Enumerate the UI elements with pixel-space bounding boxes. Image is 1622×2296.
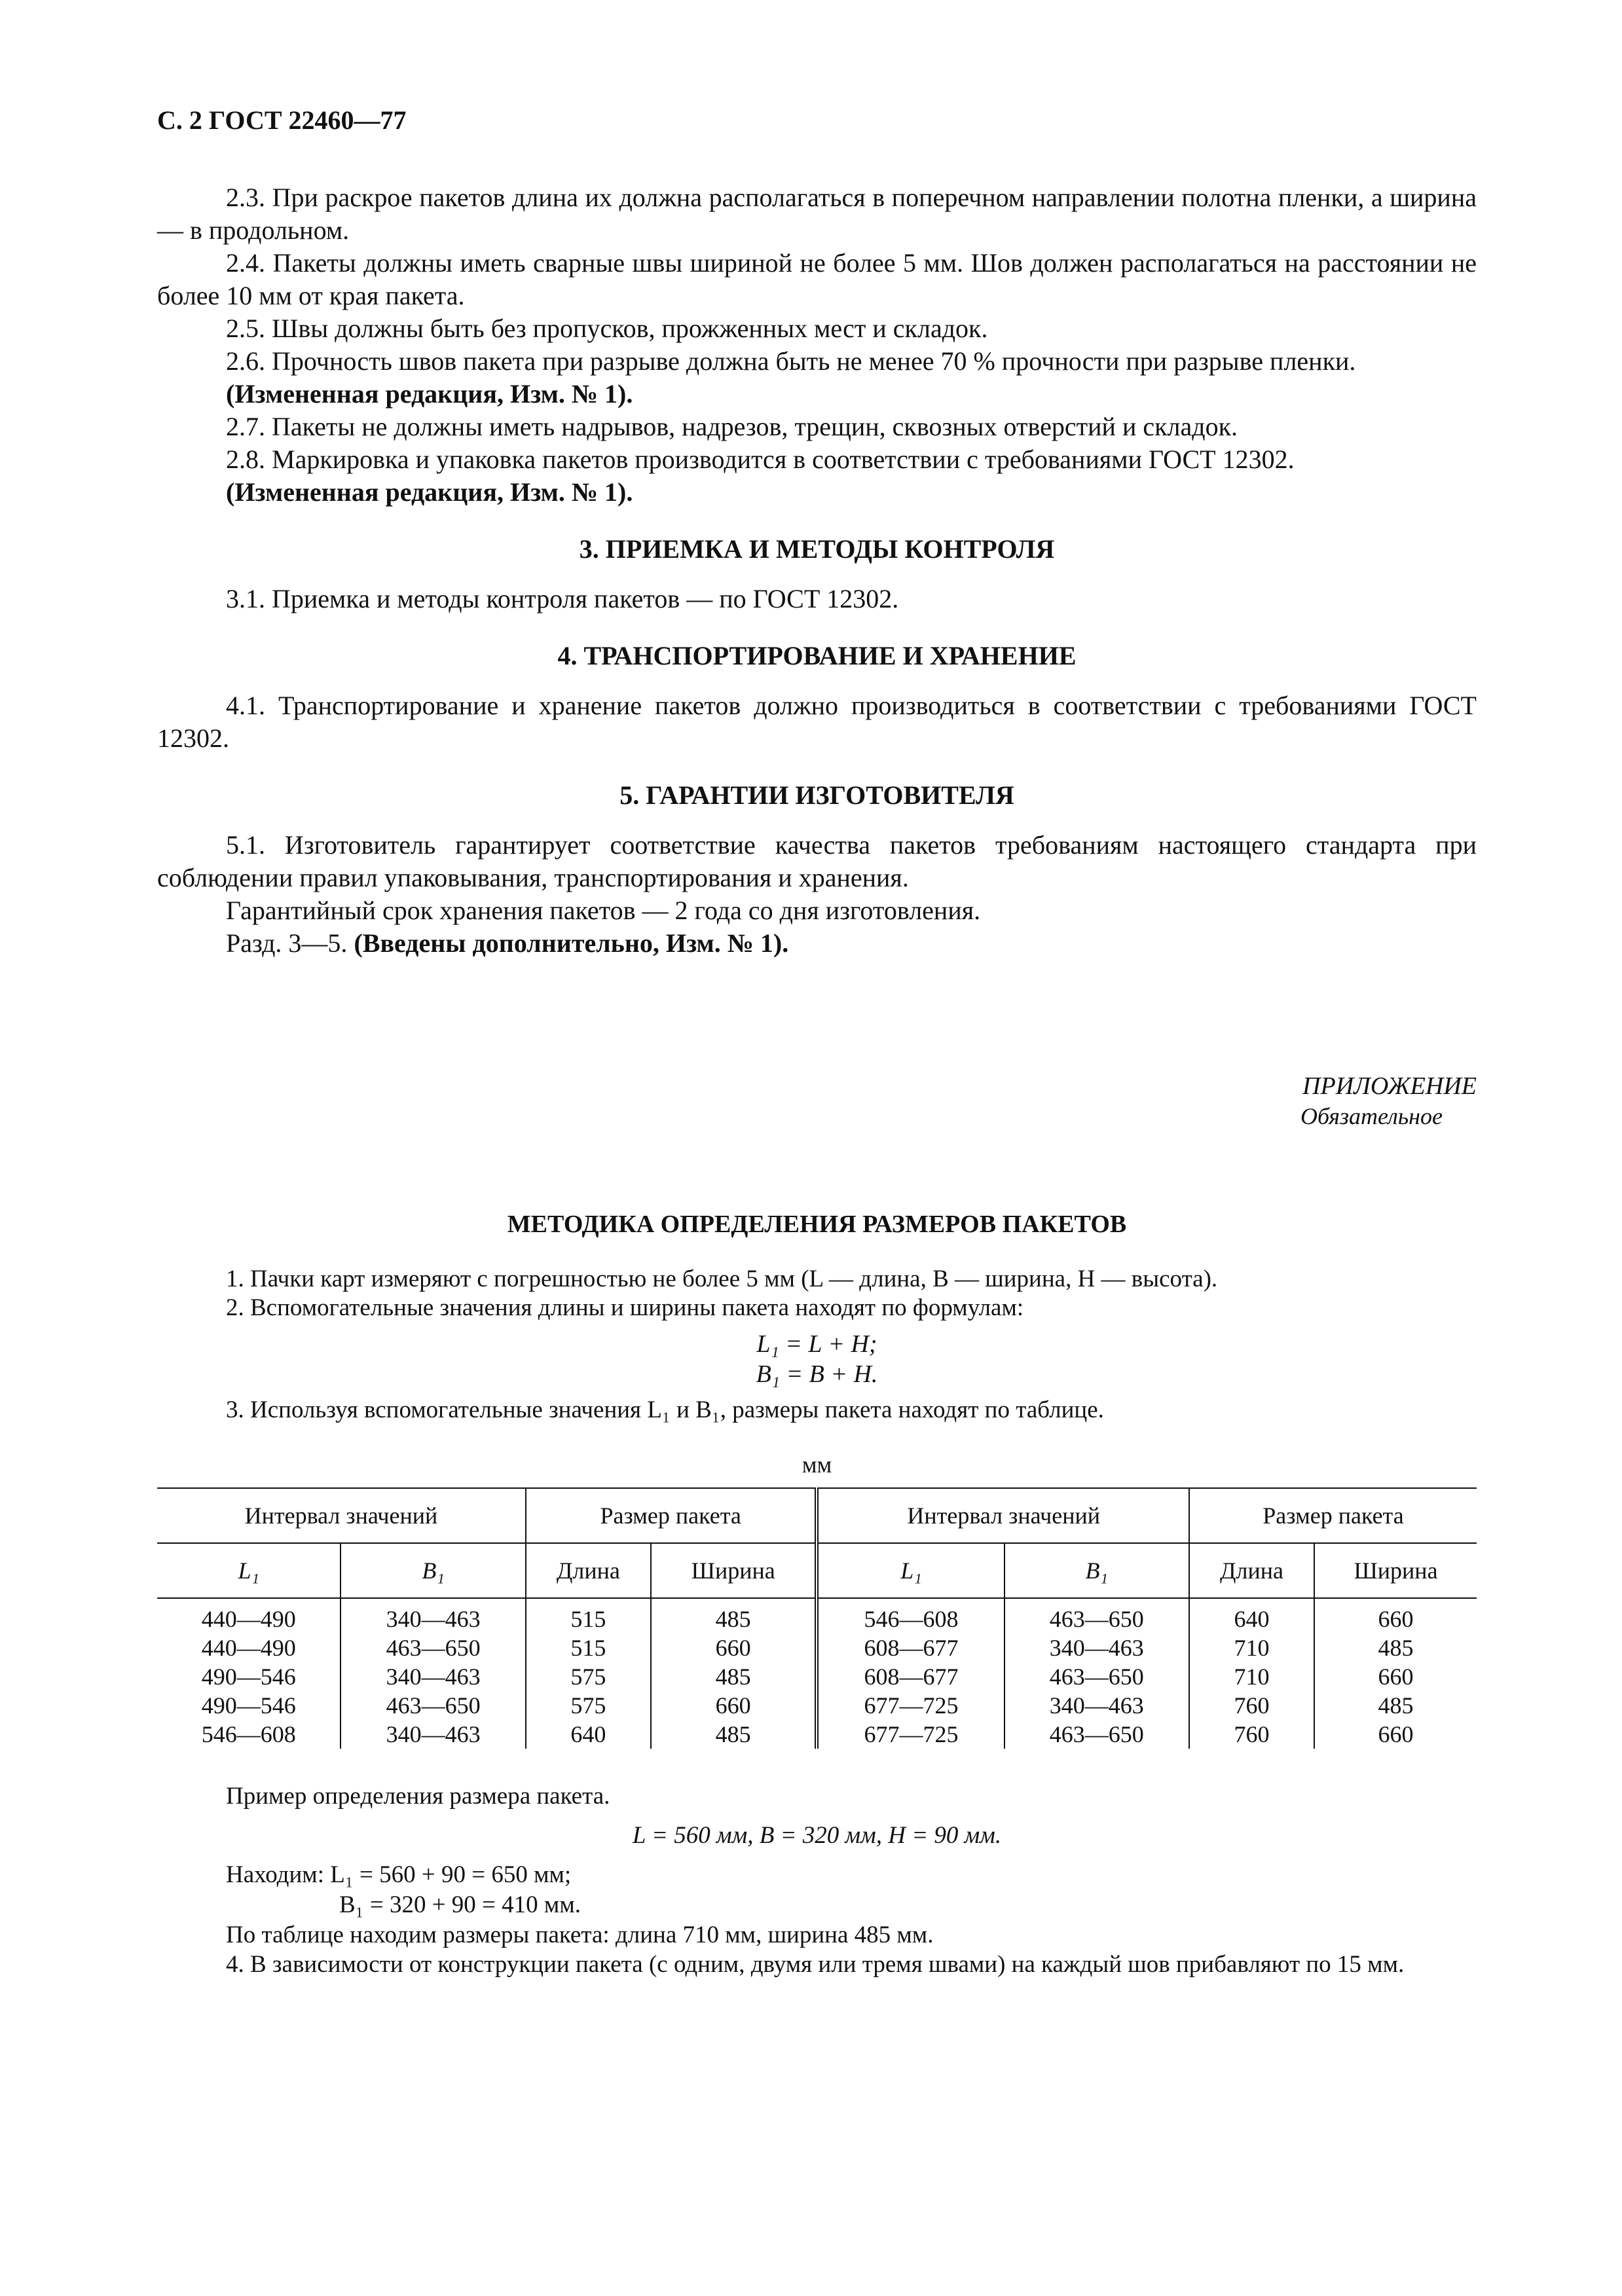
table-cell: 340—463 bbox=[341, 1720, 525, 1749]
table-cell: 340—463 bbox=[1005, 1633, 1189, 1662]
example-given: L = 560 мм, B = 320 мм, H = 90 мм. bbox=[632, 1822, 1002, 1849]
table-cell: 546—608 bbox=[817, 1598, 1004, 1633]
paragraph-2-5: 2.5. Швы должны быть без пропусков, прожженных мест и складок. bbox=[226, 314, 988, 343]
table-cell: 575 bbox=[526, 1691, 651, 1720]
appendix-sublabel: Обязательное bbox=[1300, 1103, 1443, 1129]
table-row bbox=[157, 1598, 1477, 1633]
example-calc-1: Находим: L₁ = 560 + 90 = 650 мм; bbox=[226, 1861, 572, 1888]
col-header: L₁ bbox=[817, 1543, 1004, 1598]
table-row bbox=[157, 1691, 1477, 1720]
table-cell: 340—463 bbox=[1005, 1691, 1189, 1720]
table-cell: 677—725 bbox=[817, 1691, 1004, 1720]
paragraph-2-6: 2.6. Прочность швов пакета при разрыве должна быть не менее 70 % прочности при разрыве пленки. bbox=[226, 346, 1356, 376]
method-step-3: 3. Используя вспомогательные значения L₁ и B₁, размеры пакета находят по таблице. bbox=[226, 1396, 1104, 1423]
col-header: Длина bbox=[1189, 1543, 1314, 1598]
paragraph-3-1: 3.1. Приемка и методы контроля пакетов — по ГОСТ 12302. bbox=[226, 584, 899, 613]
table-cell: 463—650 bbox=[341, 1691, 525, 1720]
table-cell: 608—677 bbox=[817, 1662, 1004, 1691]
paragraph-4-1: 4.1. Транспортирование и хранение пакетов должно производиться в соответствии с требованиями ГОСТ 12302. bbox=[157, 691, 1477, 753]
group-header: Размер пакета bbox=[526, 1488, 817, 1543]
table-cell: 485 bbox=[651, 1720, 817, 1749]
table-cell: 660 bbox=[651, 1633, 817, 1662]
paragraph-5-warranty: Гарантийный срок хранения пакетов — 2 года со дня изготовления. bbox=[226, 896, 981, 925]
table-row bbox=[157, 1633, 1477, 1662]
paragraph-5-sections-note bbox=[157, 927, 1477, 960]
table-cell: 640 bbox=[1189, 1598, 1314, 1633]
formula-b1: B₁ = B + H. bbox=[756, 1360, 878, 1388]
table-unit: мм bbox=[802, 1451, 832, 1478]
table-cell: 760 bbox=[1189, 1691, 1314, 1720]
section-4-title: 4. ТРАНСПОРТИРОВАНИЕ И ХРАНЕНИЕ bbox=[557, 641, 1077, 670]
paragraph-2-8: 2.8. Маркировка и упаковка пакетов производится в соответствии с требованиями ГОСТ 12302. bbox=[226, 445, 1295, 474]
col-header: Длина bbox=[526, 1543, 651, 1598]
table-cell: 340—463 bbox=[341, 1598, 525, 1633]
appendix-label: ПРИЛОЖЕНИЕ bbox=[1302, 1072, 1477, 1100]
section-5-title: 5. ГАРАНТИИ ИЗГОТОВИТЕЛЯ bbox=[619, 780, 1014, 810]
table-cell: 660 bbox=[1378, 1664, 1414, 1690]
table-cell: 515 bbox=[526, 1633, 651, 1662]
section-3-title: 3. ПРИЕМКА И МЕТОДЫ КОНТРОЛЯ bbox=[579, 534, 1055, 564]
group-header: Интервал значений bbox=[817, 1488, 1189, 1543]
table-row bbox=[157, 1662, 1477, 1691]
table-cell: 710 bbox=[1189, 1633, 1314, 1662]
col-header: Ширина bbox=[651, 1543, 817, 1598]
document-page bbox=[157, 105, 1477, 1979]
table-cell: 463—650 bbox=[1005, 1720, 1189, 1749]
example-result: По таблице находим размеры пакета: длина 710 мм, ширина 485 мм. bbox=[226, 1922, 934, 1948]
edit-note-1: (Измененная редакция, Изм. № 1). bbox=[226, 379, 633, 409]
paragraph-2-7: 2.7. Пакеты не должны иметь надрывов, надрезов, трещин, сквозных отверстий и складок. bbox=[226, 412, 1238, 441]
method-title: МЕТОДИКА ОПРЕДЕЛЕНИЯ РАЗМЕРОВ ПАКЕТОВ bbox=[507, 1211, 1127, 1238]
table-cell: 575 bbox=[526, 1662, 651, 1691]
table-cell: 340—463 bbox=[341, 1662, 525, 1691]
method-step-1: 1. Пачки карт измеряют с погрешностью не более 5 мм (L — длина, B — ширина, H — высота). bbox=[226, 1266, 1218, 1292]
table-cell: 710 bbox=[1189, 1662, 1314, 1691]
table-cell: 608—677 bbox=[817, 1633, 1004, 1662]
group-header: Интервал значений bbox=[157, 1488, 526, 1543]
method-step-4: 4. В зависимости от конструкции пакета (с одним, двумя или тремя швами) на каждый шов прибавляют по 15 мм. bbox=[226, 1951, 1405, 1978]
table-cell: 463—650 bbox=[1005, 1662, 1189, 1691]
example-calc-2: B₁ = 320 + 90 = 410 мм. bbox=[339, 1891, 581, 1918]
group-header: Размер пакета bbox=[1189, 1488, 1477, 1543]
example-intro: Пример определения размера пакета. bbox=[226, 1783, 610, 1810]
table-cell: 440—490 bbox=[157, 1598, 341, 1633]
paragraph-2-3: 2.3. При раскрое пакетов длина их должна располагаться в поперечном направлении полотна пленки, а ширина — в продольном. bbox=[157, 183, 1477, 245]
table-cell: 490—546 bbox=[157, 1691, 341, 1720]
page-header: С. 2 ГОСТ 22460—77 bbox=[157, 105, 407, 135]
paragraph-2-4: 2.4. Пакеты должны иметь сварные швы шириной не более 5 мм. Шов должен располагаться на расстоянии не более 10 мм от края пакета. bbox=[157, 248, 1477, 310]
size-table bbox=[157, 1487, 1477, 1749]
sections-note-bold: (Введены дополнительно, Изм. № 1). bbox=[354, 928, 789, 958]
col-header: B₁ bbox=[341, 1543, 525, 1598]
table-cell: 440—490 bbox=[157, 1633, 341, 1662]
paragraph-5-1: 5.1. Изготовитель гарантирует соответствие качества пакетов требованиям настоящего стандарта при соблюдении правил упаковывания, транспортирования и хранения. bbox=[157, 830, 1477, 892]
table-body bbox=[157, 1598, 1477, 1749]
table-cell: 485 bbox=[651, 1662, 817, 1691]
table-cell: 660 bbox=[1378, 1606, 1414, 1632]
col-header: L₁ bbox=[157, 1543, 341, 1598]
formula-block bbox=[157, 1329, 1477, 1389]
appendix-label-block bbox=[157, 1071, 1477, 1131]
table-cell: 490—546 bbox=[157, 1662, 341, 1691]
table-cell: 515 bbox=[526, 1598, 651, 1633]
edit-note-2: (Измененная редакция, Изм. № 1). bbox=[226, 477, 633, 507]
table-cell: 485 bbox=[1378, 1692, 1414, 1719]
table-cell: 546—608 bbox=[157, 1720, 341, 1749]
table-cell: 485 bbox=[1378, 1635, 1414, 1661]
table-cell: 660 bbox=[651, 1691, 817, 1720]
col-header: Ширина bbox=[1314, 1543, 1477, 1598]
formula-l1: L₁ = L + H; bbox=[756, 1330, 877, 1358]
col-header: B₁ bbox=[1005, 1543, 1189, 1598]
table-row bbox=[157, 1720, 1477, 1749]
table-cell: 485 bbox=[651, 1598, 817, 1633]
method-step-2: 2. Вспомогательные значения длины и ширины пакета находят по формулам: bbox=[226, 1294, 1024, 1321]
table-cell: 760 bbox=[1189, 1720, 1314, 1749]
table-cell: 463—650 bbox=[341, 1633, 525, 1662]
table-cell: 660 bbox=[1378, 1721, 1414, 1747]
table-cell: 677—725 bbox=[817, 1720, 1004, 1749]
sections-note-text: Разд. 3—5. bbox=[226, 928, 354, 958]
table-cell: 640 bbox=[526, 1720, 651, 1749]
table-cell: 463—650 bbox=[1005, 1598, 1189, 1633]
